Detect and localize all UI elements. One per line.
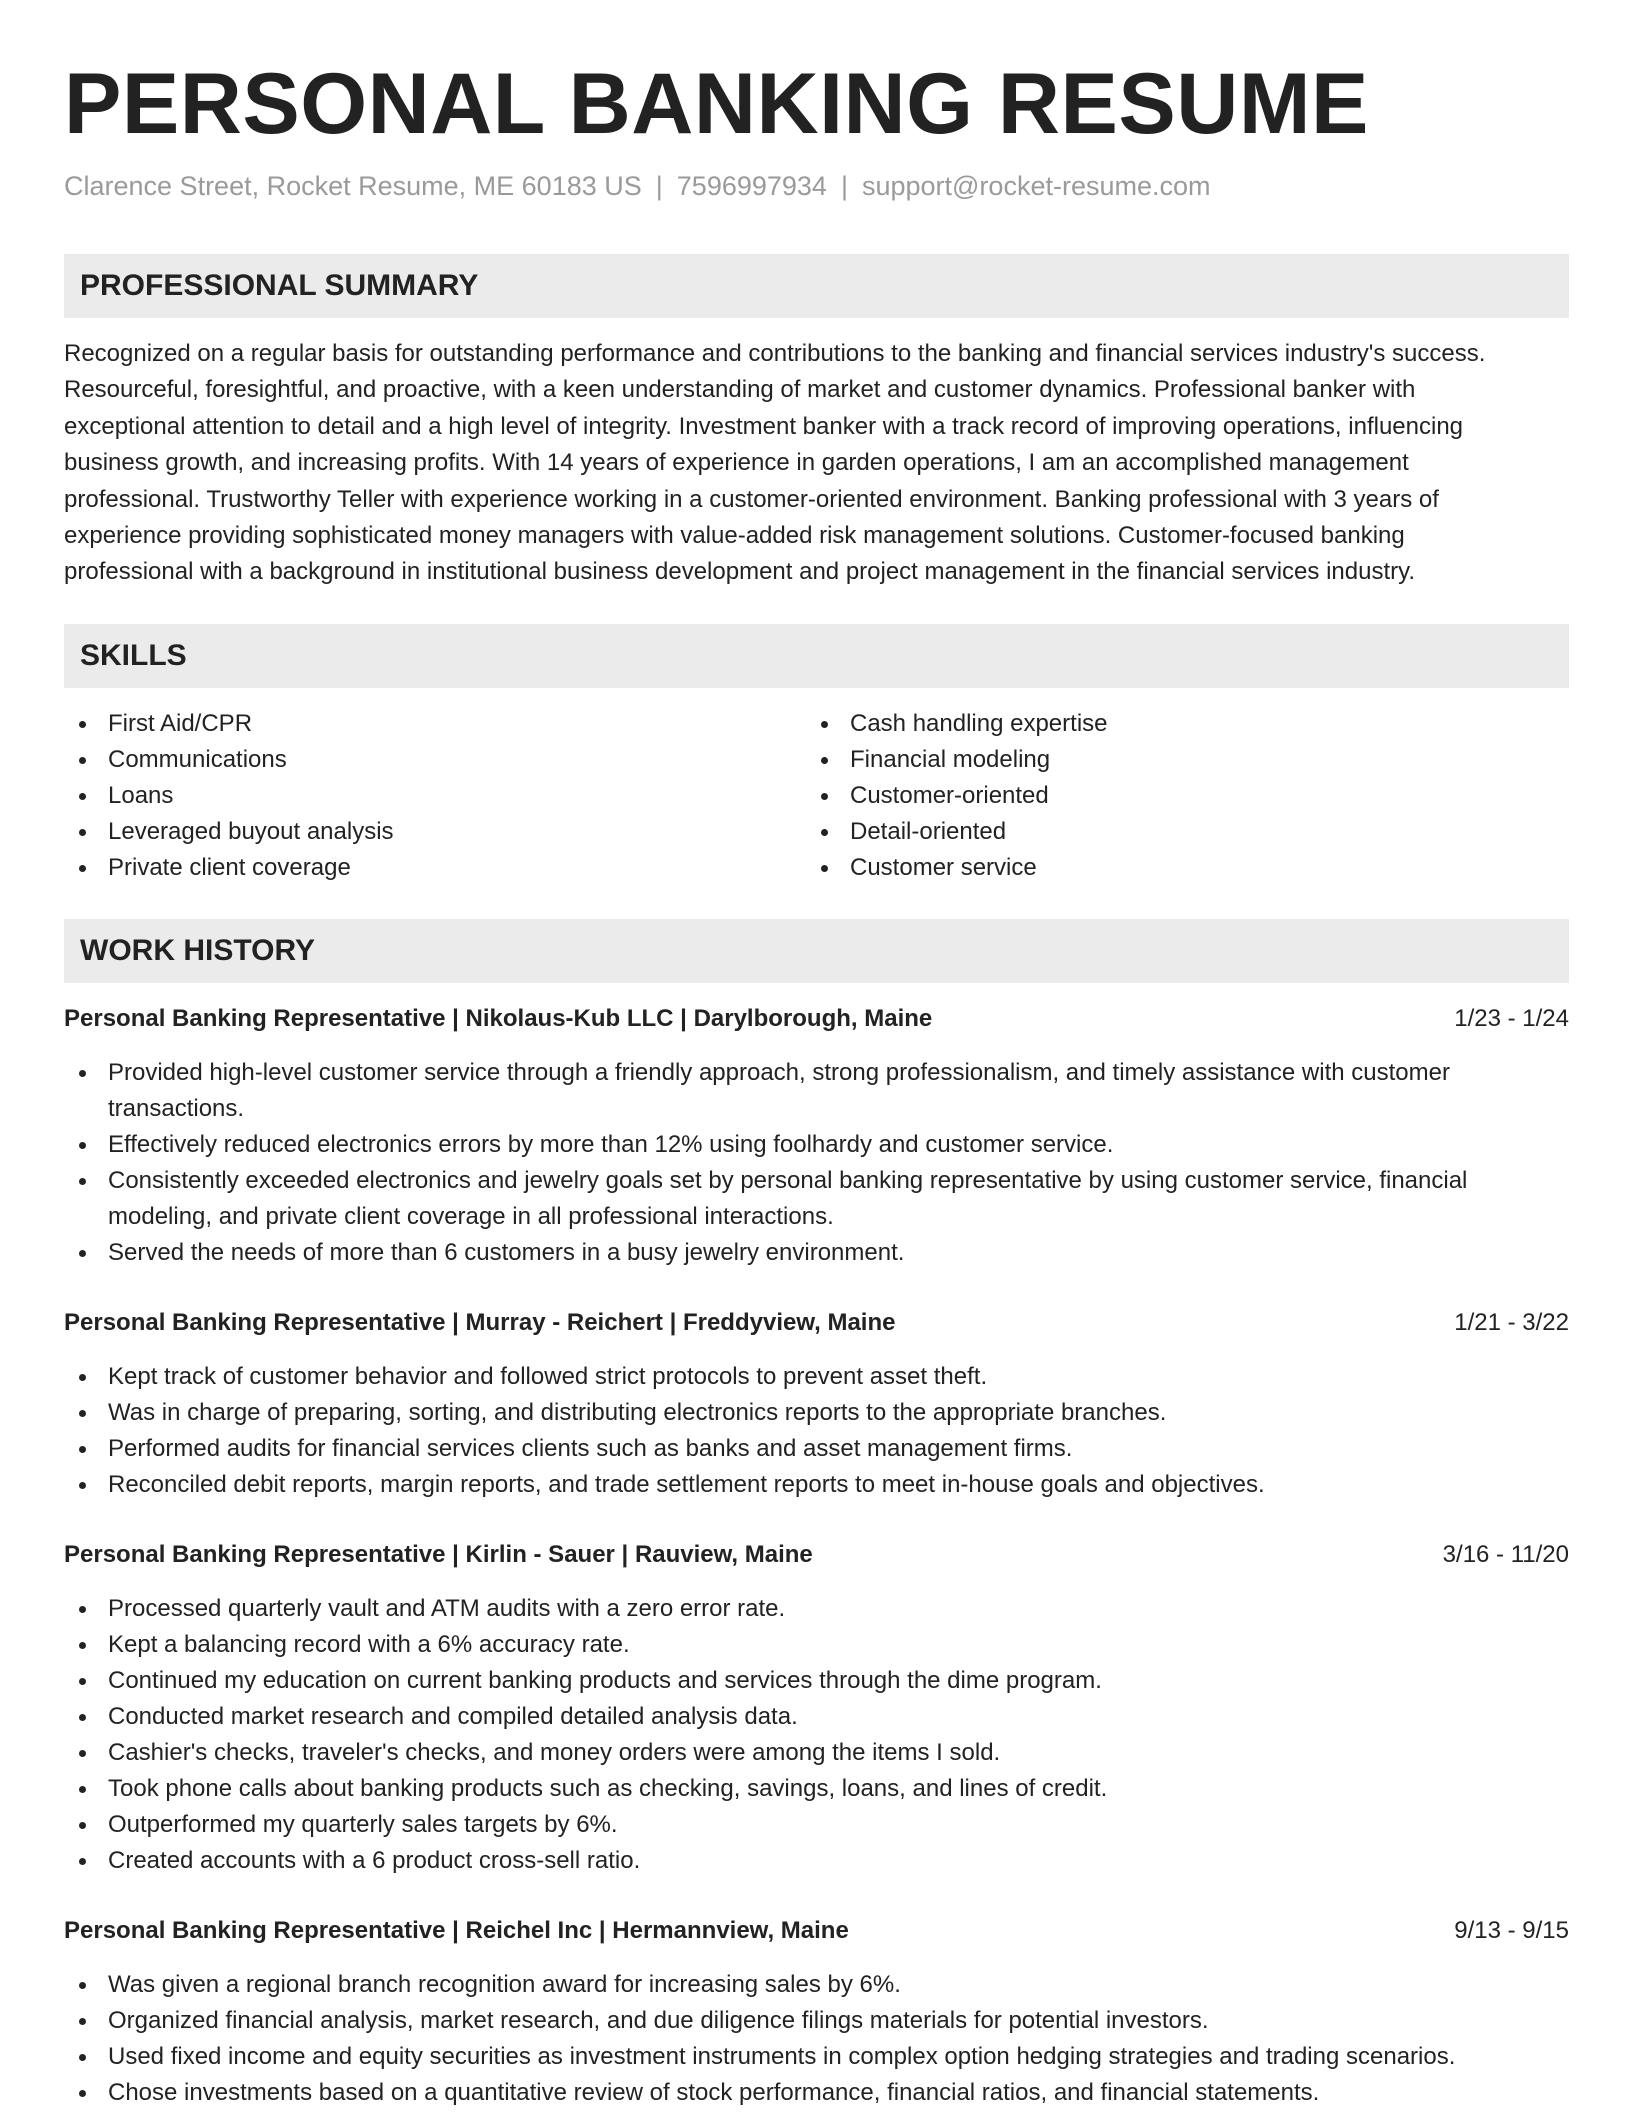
job-bullet: Consistently exceeded electronics and jewelry goals set by personal banking representative by using customer service, financial modeling, and private client coverage in all professional interactions. [64, 1163, 1569, 1235]
job-bullet: Provided high-level customer service through a friendly approach, strong professionalism, and timely assistance with customer transactions. [64, 1055, 1569, 1127]
job-bullet: Reconciled debit reports, margin reports, and trade settlement reports to meet in-house goals and objectives. [64, 1467, 1569, 1503]
summary-line: Recognized on a regular basis for outstanding performance and contributions to the banking and financial services industry's success. [64, 340, 1486, 367]
skills-column-left [64, 706, 806, 886]
job-heading: Personal Banking Representative | Kirlin - Sauer | Rauview, Maine [64, 1540, 813, 1568]
job-bullet: Served the needs of more than 6 customers in a busy jewelry environment. [64, 1235, 1569, 1271]
job-header [64, 1305, 1569, 1341]
summary-line: professional with a background in institutional business development and project management in the financial services industry. [64, 558, 1415, 586]
skills-section-header: SKILLS [64, 624, 1569, 688]
job-bullet: Effectively reduced electronics errors by more than 12% using foolhardy and customer service. [64, 1127, 1569, 1163]
summary-line: professional. Trustworthy Teller with experience working in a customer-oriented environment. Banking professional with 3 years of [64, 485, 1439, 513]
contact-email: support@rocket-resume.com [861, 171, 1211, 201]
job-heading: Personal Banking Representative | Reichel Inc | Hermannview, Maine [64, 1916, 849, 1944]
contact-line [64, 168, 1569, 204]
job-bullet: Was in charge of preparing, sorting, and distributing electronics reports to the appropriate branches. [64, 1395, 1569, 1431]
job-bullet: Performed audits for financial services clients such as banks and asset management firms. [64, 1431, 1569, 1467]
summary-text [64, 336, 1569, 591]
job-dates: 9/13 - 9/15 [1454, 1916, 1569, 1944]
job-bullet: Was given a regional branch recognition award for increasing sales by 6%. [64, 1967, 1569, 2003]
job-entry [64, 1305, 1569, 1503]
job-bullet: Created accounts with a 6 product cross-sell ratio. [64, 1843, 1569, 1879]
job-bullet: Organized financial analysis, market research, and due diligence filings materials for potential investors. [64, 2003, 1569, 2039]
job-bullet: Kept track of customer behavior and followed strict protocols to prevent asset theft. [64, 1359, 1569, 1395]
job-bullet: Took phone calls about banking products such as checking, savings, loans, and lines of credit. [64, 1771, 1569, 1807]
job-bullets [64, 1967, 1569, 2111]
skill-item: First Aid/CPR [64, 706, 806, 742]
job-entry [64, 1537, 1569, 1879]
job-header [64, 1001, 1569, 1037]
contact-separator: | [840, 171, 848, 201]
job-entry [64, 1913, 1569, 2111]
work-history-section-header: WORK HISTORY [64, 919, 1569, 983]
contact-address: Clarence Street, Rocket Resume, ME 60183 US [64, 171, 642, 201]
contact-phone: 7596997934 [676, 171, 827, 201]
skill-item: Financial modeling [806, 742, 1548, 778]
job-dates: 3/16 - 11/20 [1442, 1540, 1569, 1568]
summary-line: exceptional attention to detail and a high level of integrity. Investment banker with a track record of improving operations, influencing [64, 412, 1464, 440]
skills-column-right [806, 706, 1548, 886]
skill-item: Communications [64, 742, 806, 778]
job-bullet: Chose investments based on a quantitative review of stock performance, financial ratios, and financial statements. [64, 2075, 1569, 2111]
skill-item: Customer service [806, 850, 1548, 886]
job-bullet: Kept a balancing record with a 6% accuracy rate. [64, 1627, 1569, 1663]
job-dates: 1/23 - 1/24 [1454, 1004, 1569, 1032]
job-bullet: Cashier's checks, traveler's checks, and money orders were among the items I sold. [64, 1735, 1569, 1771]
job-bullet: Conducted market research and compiled detailed analysis data. [64, 1699, 1569, 1735]
summary-line: business growth, and increasing profits. With 14 years of experience in garden operations, I am an accomplished management [64, 449, 1409, 477]
job-bullets [64, 1591, 1569, 1879]
contact-separator: | [655, 171, 663, 201]
job-bullet: Processed quarterly vault and ATM audits with a zero error rate. [64, 1591, 1569, 1627]
skill-item: Loans [64, 778, 806, 814]
job-bullets [64, 1359, 1569, 1503]
skill-item: Cash handling expertise [806, 706, 1548, 742]
job-bullet: Continued my education on current banking products and services through the dime program. [64, 1663, 1569, 1699]
skill-item: Customer-oriented [806, 778, 1548, 814]
job-heading: Personal Banking Representative | Murray - Reichert | Freddyview, Maine [64, 1308, 896, 1336]
job-bullet: Used fixed income and equity securities as investment instruments in complex option hedging strategies and trading scenarios. [64, 2039, 1569, 2075]
job-entry [64, 1001, 1569, 1271]
summary-line: Resourceful, foresightful, and proactive, with a keen understanding of market and customer dynamics. Professional banker with [64, 376, 1416, 404]
skills-list [64, 706, 1569, 886]
summary-line: experience providing sophisticated money managers with value-added risk management solutions. Customer-focused banking [64, 522, 1405, 550]
skill-item: Detail-oriented [806, 814, 1548, 850]
skill-item: Leveraged buyout analysis [64, 814, 806, 850]
summary-section-header: PROFESSIONAL SUMMARY [64, 254, 1569, 318]
job-header [64, 1537, 1569, 1573]
resume-title: PERSONAL BANKING RESUME [64, 56, 1369, 152]
skill-item: Private client coverage [64, 850, 806, 886]
job-bullet: Outperformed my quarterly sales targets by 6%. [64, 1807, 1569, 1843]
job-heading: Personal Banking Representative | Nikolaus-Kub LLC | Darylborough, Maine [64, 1004, 933, 1032]
job-dates: 1/21 - 3/22 [1454, 1308, 1569, 1336]
job-header [64, 1913, 1569, 1949]
job-bullets [64, 1055, 1569, 1271]
